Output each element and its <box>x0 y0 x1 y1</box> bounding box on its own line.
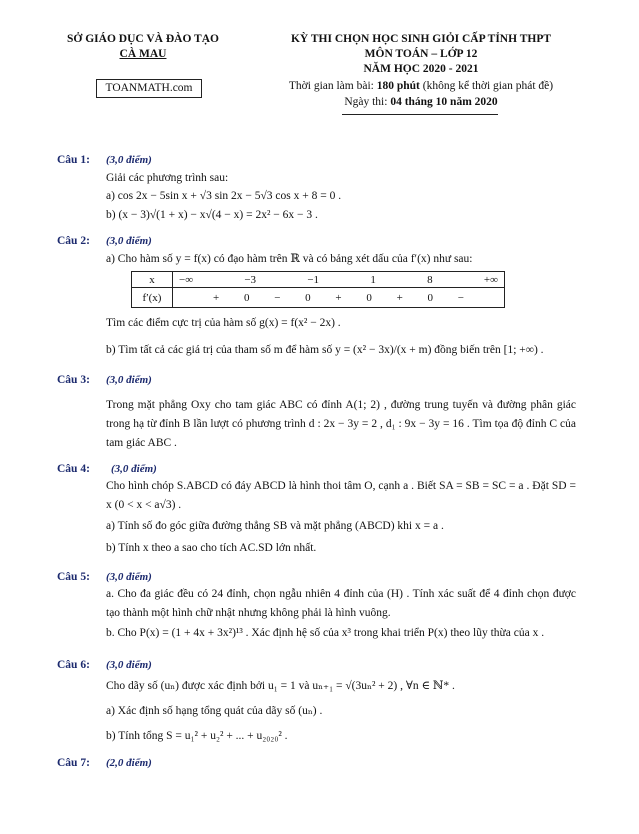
org-name: SỞ GIÁO DỤC VÀ ĐÀO TẠO <box>67 33 219 45</box>
x-value: −∞ <box>179 273 194 286</box>
q1-part-b: b) (x − 3)√(1 + x) − x√(4 − x) = 2x² − 6x − 3 . <box>106 209 318 221</box>
sign-value: 0 <box>243 291 250 304</box>
q6-label: Câu 6: <box>57 659 90 671</box>
q7-label: Câu 7: <box>57 757 90 769</box>
duration-suffix: (không kể thời gian phát đề) <box>419 80 554 92</box>
q2-part-b: b) Tìm tất cả các giá trị của tham số m để hàm số y = (x² − 3x)/(x + m) đồng biến trên [1; +∞) . <box>106 344 544 356</box>
q6-part-b: b) Tính tổng S = u₁² + u₂² + ... + u₂₀₂₀² . <box>106 730 288 742</box>
q4-text: Cho hình chóp S.ABCD có đáy ABCD là hình thoi tâm O, cạnh a . Biết SA = SB = SC = a . Đặt SD = x (0 < x < a√3) . <box>106 480 576 511</box>
header-divider <box>342 114 498 115</box>
q4-part-b: b) Tính x theo a sao cho tích AC.SD lớn nhất. <box>106 542 317 554</box>
x-value: +∞ <box>483 273 498 286</box>
sign-value: 0 <box>427 291 434 304</box>
website-box <box>96 79 202 98</box>
school-year: NĂM HỌC 2020 - 2021 <box>363 63 479 75</box>
q3-points: (3,0 điểm) <box>106 374 152 386</box>
sign-table-x-row <box>173 272 505 288</box>
exam-duration <box>262 80 580 92</box>
x-value: 1 <box>370 273 376 286</box>
sign-value: 0 <box>305 291 311 304</box>
q5-part-a: a. Cho đa giác đều có 24 đỉnh, chọn ngẫu nhiên 4 đỉnh của (H) . Tính xác suất để 4 đỉnh chọn được tạo thành một hình chữ nhật nhưng không phải là hình vuông. <box>106 588 576 619</box>
q2-points: (3,0 điểm) <box>106 235 152 247</box>
duration-value: 180 phút <box>376 80 420 92</box>
q2-part-a-task: Tìm các điểm cực trị của hàm số g(x) = f(x² − 2x) . <box>106 317 341 329</box>
x-value: −1 <box>307 273 320 286</box>
q7-points: (2,0 điểm) <box>106 757 152 769</box>
sign-table <box>131 271 505 308</box>
q1-intro: Giải các phương trình sau: <box>106 172 229 184</box>
exam-subject: MÔN TOÁN – LỚP 12 <box>364 48 478 60</box>
duration-prefix: Thời gian làm bài: <box>288 80 377 92</box>
x-value: 8 <box>427 273 433 286</box>
q3-label: Câu 3: <box>57 374 90 386</box>
exam-title: KỲ THI CHỌN HỌC SINH GIỎI CẤP TỈNH THPT <box>290 33 552 45</box>
sign-value: − <box>274 291 281 304</box>
date-prefix: Ngày thi: <box>344 96 391 108</box>
q4-points: (3,0 điểm) <box>111 463 157 475</box>
x-value: −3 <box>244 273 257 286</box>
sign-value: − <box>457 291 464 304</box>
sign-value: + <box>396 291 403 304</box>
q5-part-b: b. Cho P(x) = (1 + 4x + 3x²)¹³ . Xác định hệ số của x³ trong khai triển P(x) theo lũy thừa của x . <box>106 627 545 639</box>
q3-text: Trong mặt phẳng Oxy cho tam giác ABC có đỉnh A(1; 2) , đường trung tuyến và đường phân giác trong hạ từ đỉnh B lần lượt có phương trình d : 2x − 3y = 2 , d₁ : 9x − 3y = 16 . Tìm tọa độ đỉnh C của tam giác ABC . <box>106 399 576 449</box>
q5-label: Câu 5: <box>57 571 90 583</box>
q6-part-a: a) Xác định số hạng tổng quát của dãy số (uₙ) . <box>106 705 323 717</box>
q5-points: (3,0 điểm) <box>106 571 152 583</box>
q1-points: (3,0 điểm) <box>106 154 152 166</box>
q6-text: Cho dãy số (uₙ) được xác định bởi u₁ = 1 và uₙ₊₁ = √(3uₙ² + 2) , ∀n ∈ ℕ* . <box>106 680 455 692</box>
sign-table-fx-label: f′(x) <box>132 288 173 308</box>
website-label: TOANMATH.com <box>105 82 193 94</box>
q1-part-a: a) cos 2x − 5sin x + √3 sin 2x − 5√3 cos x + 8 = 0 . <box>106 190 342 202</box>
sign-value: 0 <box>366 291 372 304</box>
q1-label: Câu 1: <box>57 154 90 166</box>
q2-label: Câu 2: <box>57 235 90 247</box>
exam-date <box>262 96 580 108</box>
q2-part-a: a) Cho hàm số y = f(x) có đạo hàm trên ℝ và có bảng xét dấu của f′(x) như sau: <box>106 253 473 265</box>
sign-value: + <box>213 291 220 304</box>
q4-label: Câu 4: <box>57 463 90 475</box>
sign-value: + <box>335 291 342 304</box>
sign-table-fx-row <box>173 288 505 308</box>
date-value: 04 tháng 10 năm 2020 <box>390 96 498 108</box>
q6-points: (3,0 điểm) <box>106 659 152 671</box>
org-province: CÀ MAU <box>119 48 167 60</box>
sign-table-x-label: x <box>132 272 173 288</box>
q4-part-a: a) Tính số đo góc giữa đường thẳng SB và mặt phẳng (ABCD) khi x = a . <box>106 520 444 532</box>
